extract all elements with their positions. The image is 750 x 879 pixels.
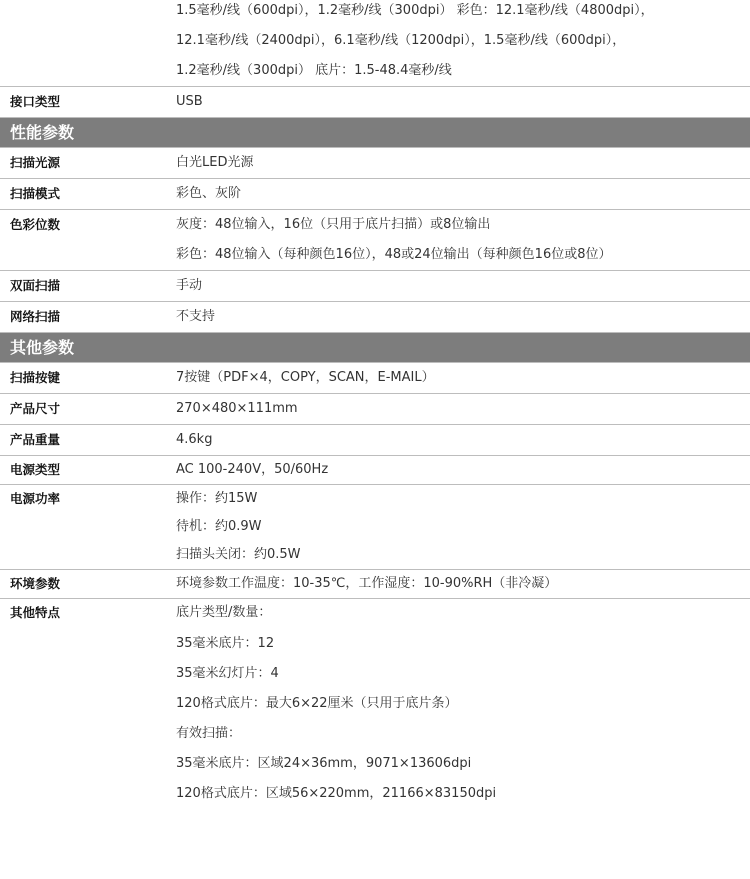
spec-values	[176, 456, 750, 484]
spec-values	[176, 599, 750, 809]
spec-value-line: 有效扫描：	[176, 726, 242, 741]
spec-value-line: 灰度：48位输入，16位（只用于底片扫描）或8位输出	[176, 217, 491, 232]
spec-values	[176, 179, 750, 209]
spec-value-line: 35毫米底片：区域24×36mm，9071×13606dpi	[176, 756, 472, 771]
spec-label: 接口类型	[10, 94, 61, 109]
spec-values	[176, 271, 750, 301]
spec-values	[176, 363, 750, 393]
spec-row	[0, 456, 750, 485]
spec-label: 电源功率	[10, 491, 61, 506]
spec-label: 环境参数	[10, 576, 61, 591]
spec-value-line: USB	[176, 94, 203, 109]
spec-values	[176, 394, 750, 424]
spec-value-line: 35毫米幻灯片：4	[176, 666, 279, 681]
spec-label: 双面扫描	[10, 278, 61, 293]
spec-value-line: 底片类型/数量：	[176, 605, 272, 620]
spec-row	[0, 599, 750, 809]
spec-label	[0, 0, 176, 86]
spec-value-line: 待机：约0.9W	[176, 519, 262, 534]
spec-value-line: 操作：约15W	[176, 491, 258, 506]
spec-row	[0, 485, 750, 570]
spec-value-line: 彩色：48位输入（每种颜色16位），48或24位输出（每种颜色16位或8位）	[176, 247, 612, 262]
spec-value-line: 12.1毫秒/线（2400dpi），6.1毫秒/线（1200dpi），1.5毫秒/线（600dpi），	[176, 33, 626, 48]
spec-row-scan-speed	[0, 0, 750, 87]
spec-values	[176, 485, 750, 569]
spec-row	[0, 302, 750, 333]
spec-value-line: 彩色、灰阶	[176, 186, 242, 201]
spec-value-line: AC 100-240V，50/60Hz	[176, 462, 329, 477]
spec-values	[176, 87, 750, 117]
spec-values	[176, 210, 750, 270]
spec-row	[0, 394, 750, 425]
spec-value-line: 4.6kg	[176, 432, 213, 447]
spec-label: 扫描光源	[10, 155, 61, 170]
spec-value-line: 1.5毫秒/线（600dpi），1.2毫秒/线（300dpi） 彩色：12.1毫秒/线（4800dpi），	[176, 3, 654, 18]
spec-row-interface	[0, 87, 750, 118]
spec-label: 网络扫描	[10, 309, 61, 324]
spec-value-line: 35毫米底片：12	[176, 636, 275, 651]
spec-row	[0, 210, 750, 271]
spec-values	[176, 570, 750, 598]
spec-value-line: 不支持	[176, 309, 216, 324]
spec-row	[0, 425, 750, 456]
spec-label: 扫描按键	[10, 370, 61, 385]
spec-label: 电源类型	[10, 462, 61, 477]
spec-value-line: 环境参数工作温度：10-35℃，工作湿度：10-90%RH（非冷凝）	[176, 576, 558, 591]
spec-values	[176, 425, 750, 455]
spec-row	[0, 363, 750, 394]
spec-value-line: 120格式底片：区域56×220mm，21166×83150dpi	[176, 786, 497, 801]
spec-row	[0, 271, 750, 302]
spec-value-line: 手动	[176, 278, 203, 293]
spec-label: 扫描模式	[10, 186, 61, 201]
spec-values	[176, 0, 750, 86]
section-header-performance: 性能参数	[0, 118, 750, 148]
spec-value-line: 扫描头关闭：约0.5W	[176, 547, 301, 562]
spec-values	[176, 302, 750, 332]
spec-values	[176, 148, 750, 178]
spec-label: 产品重量	[10, 432, 61, 447]
spec-value-line: 7按键（PDF×4，COPY，SCAN，E-MAIL）	[176, 370, 435, 385]
spec-label: 色彩位数	[10, 217, 61, 232]
spec-row	[0, 570, 750, 599]
spec-value-line: 120格式底片：最大6×22厘米（只用于底片条）	[176, 696, 458, 711]
spec-row	[0, 179, 750, 210]
spec-row	[0, 148, 750, 179]
spec-value-line: 白光LED光源	[176, 155, 254, 170]
spec-label: 其他特点	[10, 605, 61, 620]
spec-label: 产品尺寸	[10, 401, 61, 416]
section-header-other: 其他参数	[0, 333, 750, 363]
spec-value-line: 270×480×111mm	[176, 401, 298, 416]
spec-value-line: 1.2毫秒/线（300dpi） 底片：1.5-48.4毫秒/线	[176, 63, 452, 78]
